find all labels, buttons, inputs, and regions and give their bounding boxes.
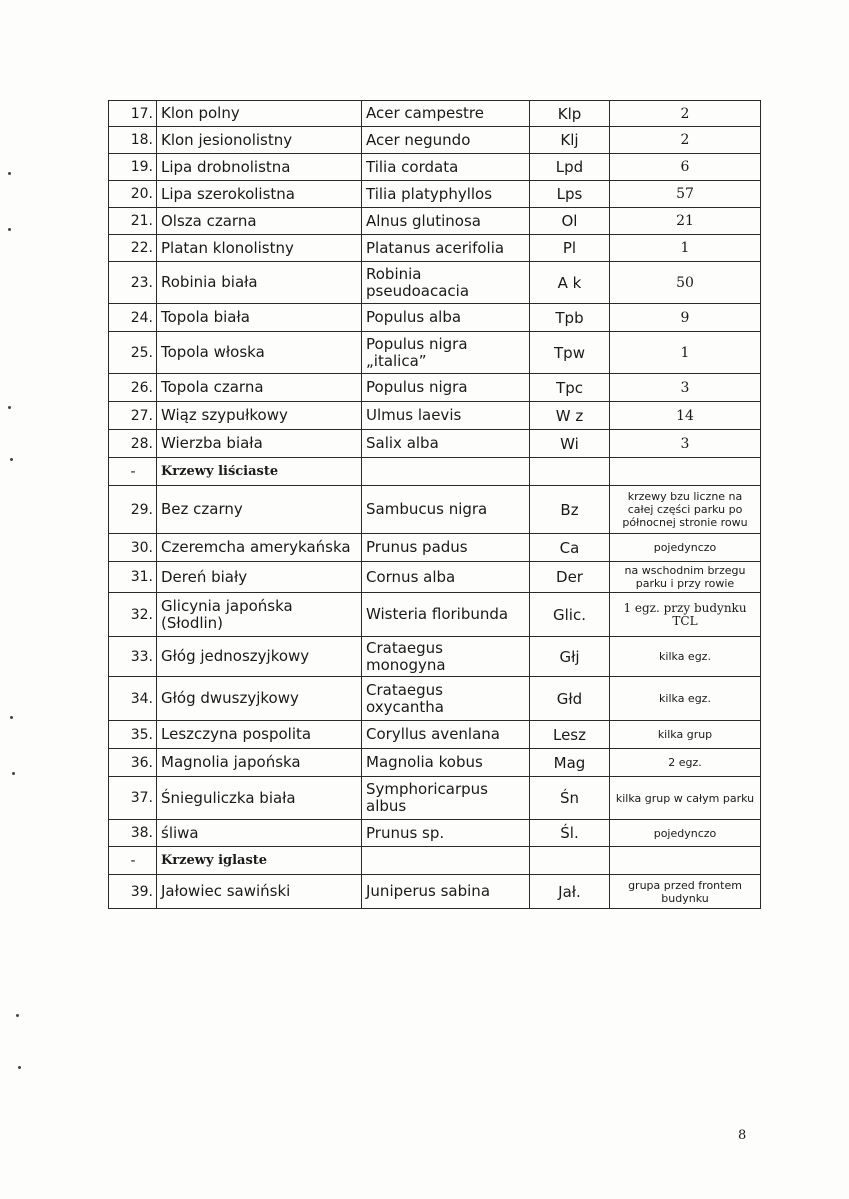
row-number: 19. xyxy=(109,154,157,181)
row-number: 35. xyxy=(109,721,157,749)
empty-cell xyxy=(530,458,610,486)
quantity-note: grupa przed frontem budynku xyxy=(610,875,761,909)
table-row xyxy=(109,181,761,208)
quantity-note: kilka grup w całym parku xyxy=(610,777,761,820)
table-row xyxy=(109,235,761,262)
species-code: Mag xyxy=(530,749,610,777)
latin-name: Crataegus monogyna xyxy=(362,637,530,677)
latin-name: Coryllus avenlana xyxy=(362,721,530,749)
species-code: Klj xyxy=(530,127,610,154)
polish-name: Dereń biały xyxy=(157,562,362,593)
table-row xyxy=(109,677,761,721)
latin-name: Crataegus oxycantha xyxy=(362,677,530,721)
row-number: 18. xyxy=(109,127,157,154)
species-code: Der xyxy=(530,562,610,593)
table-row xyxy=(109,534,761,562)
row-number: 38. xyxy=(109,820,157,847)
species-code: Tpw xyxy=(530,332,610,374)
species-code: Lesz xyxy=(530,721,610,749)
table-row xyxy=(109,749,761,777)
section-dash: - xyxy=(109,458,157,486)
quantity-note: pojedynczo xyxy=(610,534,761,562)
polish-name: Glicynia japońska (Słodlin) xyxy=(157,593,362,637)
section-row-coniferous-shrubs xyxy=(109,847,761,875)
polish-name: Topola czarna xyxy=(157,374,362,402)
polish-name: Głóg jednoszyjkowy xyxy=(157,637,362,677)
table-row xyxy=(109,721,761,749)
polish-name: Lipa szerokolistna xyxy=(157,181,362,208)
quantity-note: pojedynczo xyxy=(610,820,761,847)
latin-name: Magnolia kobus xyxy=(362,749,530,777)
scan-speck xyxy=(8,406,11,409)
polish-name: Jałowiec sawiński xyxy=(157,875,362,909)
quantity: 3 xyxy=(610,374,761,402)
species-table xyxy=(108,100,761,909)
latin-name: Tilia cordata xyxy=(362,154,530,181)
latin-name: Symphoricarpus albus xyxy=(362,777,530,820)
polish-name: śliwa xyxy=(157,820,362,847)
quantity-note: kilka grup xyxy=(610,721,761,749)
species-code: Glic. xyxy=(530,593,610,637)
latin-name: Juniperus sabina xyxy=(362,875,530,909)
species-code: Lps xyxy=(530,181,610,208)
quantity: 6 xyxy=(610,154,761,181)
polish-name: Lipa drobnolistna xyxy=(157,154,362,181)
scan-speck xyxy=(10,458,13,461)
row-number: 17. xyxy=(109,101,157,127)
species-code: Bz xyxy=(530,486,610,534)
quantity: 57 xyxy=(610,181,761,208)
species-code: Śn xyxy=(530,777,610,820)
quantity-note: krzewy bzu liczne na całej części parku po północnej stronie rowu xyxy=(610,486,761,534)
species-code: Ol xyxy=(530,208,610,235)
scan-speck xyxy=(10,716,13,719)
latin-name: Ulmus laevis xyxy=(362,402,530,430)
polish-name: Głóg dwuszyjkowy xyxy=(157,677,362,721)
polish-name: Topola biała xyxy=(157,304,362,332)
species-code: A k xyxy=(530,262,610,304)
species-code: Głj xyxy=(530,637,610,677)
polish-name: Czeremcha amerykańska xyxy=(157,534,362,562)
scan-speck xyxy=(8,172,11,175)
table-row xyxy=(109,875,761,909)
row-number: 29. xyxy=(109,486,157,534)
quantity-note: 1 egz. przy budynku TCL xyxy=(610,593,761,637)
table-row xyxy=(109,127,761,154)
polish-name: Olsza czarna xyxy=(157,208,362,235)
quantity: 14 xyxy=(610,402,761,430)
row-number: 23. xyxy=(109,262,157,304)
scan-speck xyxy=(8,228,11,231)
species-code: Śl. xyxy=(530,820,610,847)
table-row xyxy=(109,593,761,637)
polish-name: Klon jesionolistny xyxy=(157,127,362,154)
species-code: Lpd xyxy=(530,154,610,181)
polish-name: Topola włoska xyxy=(157,332,362,374)
species-code: W z xyxy=(530,402,610,430)
row-number: 32. xyxy=(109,593,157,637)
row-number: 33. xyxy=(109,637,157,677)
species-code: Głd xyxy=(530,677,610,721)
table-row xyxy=(109,486,761,534)
row-number: 28. xyxy=(109,430,157,458)
row-number: 25. xyxy=(109,332,157,374)
species-code: Tpb xyxy=(530,304,610,332)
latin-name: Populus alba xyxy=(362,304,530,332)
latin-name: Cornus alba xyxy=(362,562,530,593)
polish-name: Śnieguliczka biała xyxy=(157,777,362,820)
table-row xyxy=(109,304,761,332)
table-row xyxy=(109,430,761,458)
table-row xyxy=(109,208,761,235)
quantity: 50 xyxy=(610,262,761,304)
scan-speck xyxy=(12,772,15,775)
species-code: Ca xyxy=(530,534,610,562)
empty-cell xyxy=(610,458,761,486)
quantity: 3 xyxy=(610,430,761,458)
table-row xyxy=(109,101,761,127)
latin-name: Prunus padus xyxy=(362,534,530,562)
species-code: Tpc xyxy=(530,374,610,402)
row-number: 24. xyxy=(109,304,157,332)
latin-name: Platanus acerifolia xyxy=(362,235,530,262)
polish-name: Wierzba biała xyxy=(157,430,362,458)
latin-name: Prunus sp. xyxy=(362,820,530,847)
quantity: 1 xyxy=(610,235,761,262)
species-code: Jał. xyxy=(530,875,610,909)
empty-cell xyxy=(530,847,610,875)
latin-name: Sambucus nigra xyxy=(362,486,530,534)
row-number: 34. xyxy=(109,677,157,721)
polish-name: Platan klonolistny xyxy=(157,235,362,262)
table-row xyxy=(109,777,761,820)
species-code: Wi xyxy=(530,430,610,458)
latin-name: Salix alba xyxy=(362,430,530,458)
table-row xyxy=(109,637,761,677)
row-number: 30. xyxy=(109,534,157,562)
section-title: Krzewy liściaste xyxy=(157,458,362,486)
table-row xyxy=(109,402,761,430)
latin-name: Robinia pseudoacacia xyxy=(362,262,530,304)
row-number: 36. xyxy=(109,749,157,777)
empty-cell xyxy=(362,847,530,875)
latin-name: Populus nigra xyxy=(362,374,530,402)
section-row-deciduous-shrubs xyxy=(109,458,761,486)
scan-speck xyxy=(16,1014,19,1017)
table-row xyxy=(109,374,761,402)
polish-name: Klon polny xyxy=(157,101,362,127)
row-number: 27. xyxy=(109,402,157,430)
latin-name: Wisteria floribunda xyxy=(362,593,530,637)
latin-name: Acer campestre xyxy=(362,101,530,127)
latin-name: Tilia platyphyllos xyxy=(362,181,530,208)
page-number: 8 xyxy=(738,1128,747,1143)
row-number: 39. xyxy=(109,875,157,909)
polish-name: Bez czarny xyxy=(157,486,362,534)
quantity: 9 xyxy=(610,304,761,332)
polish-name: Magnolia japońska xyxy=(157,749,362,777)
quantity-note: kilka egz. xyxy=(610,637,761,677)
polish-name: Leszczyna pospolita xyxy=(157,721,362,749)
row-number: 26. xyxy=(109,374,157,402)
polish-name: Wiąz szypułkowy xyxy=(157,402,362,430)
latin-name: Populus nigra „italica” xyxy=(362,332,530,374)
empty-cell xyxy=(610,847,761,875)
polish-name: Robinia biała xyxy=(157,262,362,304)
table-row xyxy=(109,332,761,374)
latin-name: Alnus glutinosa xyxy=(362,208,530,235)
row-number: 31. xyxy=(109,562,157,593)
species-code: Pl xyxy=(530,235,610,262)
row-number: 22. xyxy=(109,235,157,262)
table-row xyxy=(109,154,761,181)
section-dash: - xyxy=(109,847,157,875)
quantity: 1 xyxy=(610,332,761,374)
species-code: Klp xyxy=(530,101,610,127)
quantity: 2 xyxy=(610,127,761,154)
section-title: Krzewy iglaste xyxy=(157,847,362,875)
table-row xyxy=(109,562,761,593)
empty-cell xyxy=(362,458,530,486)
quantity: 2 xyxy=(610,101,761,127)
scan-speck xyxy=(18,1066,21,1069)
row-number: 20. xyxy=(109,181,157,208)
row-number: 37. xyxy=(109,777,157,820)
quantity-note: kilka egz. xyxy=(610,677,761,721)
quantity-note: 2 egz. xyxy=(610,749,761,777)
species-table-sheet xyxy=(108,100,760,909)
quantity-note: na wschodnim brzegu parku i przy rowie xyxy=(610,562,761,593)
latin-name: Acer negundo xyxy=(362,127,530,154)
table-row xyxy=(109,820,761,847)
row-number: 21. xyxy=(109,208,157,235)
quantity: 21 xyxy=(610,208,761,235)
table-row xyxy=(109,262,761,304)
